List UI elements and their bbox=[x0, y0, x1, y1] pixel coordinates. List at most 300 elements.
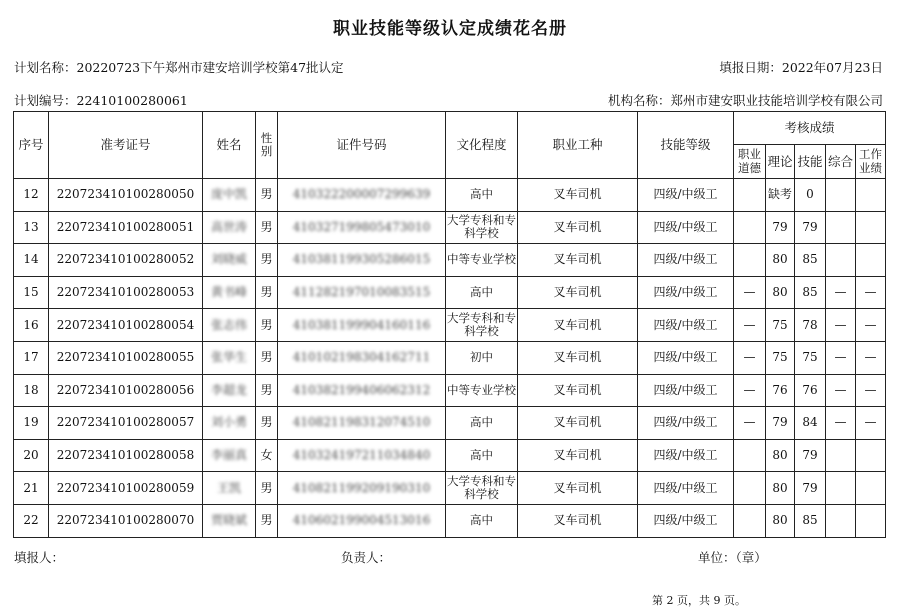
row-skill: 85 bbox=[802, 252, 818, 267]
row-seq: 21 bbox=[23, 480, 39, 495]
table-row bbox=[14, 179, 886, 212]
row-ethics-cell bbox=[734, 341, 766, 374]
row-name-cell bbox=[203, 309, 256, 342]
row-seq: 13 bbox=[23, 219, 39, 234]
row-level-cell bbox=[638, 244, 734, 277]
row-education-cell bbox=[446, 407, 518, 440]
row-name: 黄书峰 bbox=[210, 284, 247, 299]
row-gender-cell bbox=[256, 374, 278, 407]
row-job-cell bbox=[518, 211, 638, 244]
row-seq-cell bbox=[14, 504, 49, 537]
header-seq: 序号 bbox=[14, 112, 49, 179]
row-name: 张志伟 bbox=[210, 317, 247, 332]
row-education: 高中 bbox=[470, 513, 493, 528]
row-exam-no-cell bbox=[49, 244, 203, 277]
row-name-cell bbox=[203, 211, 256, 244]
row-id-no: 410324197211034840 bbox=[292, 447, 431, 462]
row-id-no: 410602199004513016 bbox=[292, 513, 431, 528]
row-job-cell bbox=[518, 374, 638, 407]
page-number: 第 2 页，共 9 页。 bbox=[652, 594, 746, 607]
header-education: 文化程度 bbox=[446, 112, 518, 179]
row-ethics-cell bbox=[734, 309, 766, 342]
row-education-cell bbox=[446, 341, 518, 374]
row-level-cell bbox=[638, 341, 734, 374]
table-row bbox=[14, 472, 886, 505]
row-skill-cell bbox=[795, 276, 826, 309]
row-id-no: 410381199305286015 bbox=[292, 252, 431, 267]
row-skill: 79 bbox=[802, 219, 818, 234]
row-work: — bbox=[864, 284, 877, 299]
row-gender: 男 bbox=[260, 513, 273, 528]
row-skill: 76 bbox=[802, 382, 818, 397]
header-name: 姓名 bbox=[203, 112, 256, 179]
row-work: — bbox=[864, 350, 877, 365]
unit-label: 单位：（章） bbox=[698, 550, 767, 565]
row-gender-cell bbox=[256, 179, 278, 212]
row-seq-cell bbox=[14, 309, 49, 342]
row-exam-no-cell bbox=[49, 504, 203, 537]
row-theory: 缺考 bbox=[767, 187, 792, 202]
row-name-cell bbox=[203, 179, 256, 212]
row-education: 高中 bbox=[470, 187, 493, 202]
row-exam-no: 220723410100280059 bbox=[56, 480, 195, 495]
row-name-cell bbox=[203, 439, 256, 472]
row-exam-no-cell bbox=[49, 276, 203, 309]
header-work: 工作业绩 bbox=[856, 145, 886, 179]
row-theory-cell bbox=[766, 276, 795, 309]
row-gender: 男 bbox=[260, 350, 273, 365]
header-level: 技能等级 bbox=[638, 112, 734, 179]
row-seq-cell bbox=[14, 341, 49, 374]
row-seq: 18 bbox=[23, 382, 39, 397]
row-education-cell bbox=[446, 179, 518, 212]
row-gender-cell bbox=[256, 276, 278, 309]
row-name: 李丽真 bbox=[210, 447, 247, 462]
row-exam-no-cell bbox=[49, 374, 203, 407]
row-theory: 80 bbox=[772, 284, 788, 299]
row-job: 叉车司机 bbox=[553, 252, 602, 267]
row-level-cell bbox=[638, 439, 734, 472]
row-name: 高世涛 bbox=[210, 219, 247, 234]
responsible-label: 负责人： bbox=[341, 550, 392, 565]
row-education: 初中 bbox=[470, 350, 493, 365]
row-work: — bbox=[864, 317, 877, 332]
row-ethics-cell bbox=[734, 472, 766, 505]
row-theory: 80 bbox=[772, 513, 788, 528]
row-skill: 85 bbox=[802, 513, 818, 528]
row-job-cell bbox=[518, 276, 638, 309]
row-ethics: — bbox=[743, 284, 756, 299]
row-gender-cell bbox=[256, 341, 278, 374]
row-name-cell bbox=[203, 504, 256, 537]
row-name-cell bbox=[203, 472, 256, 505]
row-ethics-cell bbox=[734, 276, 766, 309]
row-skill-cell bbox=[795, 309, 826, 342]
row-skill: 79 bbox=[802, 480, 818, 495]
header-ethics: 职业道德 bbox=[734, 145, 766, 179]
row-ethics-cell bbox=[734, 439, 766, 472]
row-id-no-cell bbox=[278, 407, 446, 440]
row-education-cell bbox=[446, 374, 518, 407]
row-exam-no: 220723410100280051 bbox=[56, 219, 195, 234]
row-gender: 男 bbox=[260, 480, 273, 495]
row-theory: 80 bbox=[772, 252, 788, 267]
row-job-cell bbox=[518, 341, 638, 374]
row-id-no: 410821199209190310 bbox=[292, 480, 431, 495]
row-overall-cell bbox=[826, 472, 856, 505]
row-id-no: 411282197010083515 bbox=[292, 284, 431, 299]
row-name-cell bbox=[203, 407, 256, 440]
row-theory: 79 bbox=[772, 219, 788, 234]
row-theory-cell bbox=[766, 504, 795, 537]
row-job: 叉车司机 bbox=[553, 350, 602, 365]
row-seq: 20 bbox=[23, 447, 39, 462]
row-id-no: 410381199904160116 bbox=[292, 317, 431, 332]
row-exam-no: 220723410100280055 bbox=[56, 350, 195, 365]
row-id-no: 410322200007299639 bbox=[292, 187, 431, 202]
row-seq-cell bbox=[14, 179, 49, 212]
row-overall: — bbox=[834, 350, 847, 365]
row-level-cell bbox=[638, 374, 734, 407]
row-job-cell bbox=[518, 472, 638, 505]
row-work-cell bbox=[856, 276, 886, 309]
row-job-cell bbox=[518, 179, 638, 212]
row-gender: 男 bbox=[260, 317, 273, 332]
row-id-no-cell bbox=[278, 309, 446, 342]
header-id-no: 证件号码 bbox=[278, 112, 446, 179]
row-theory-cell bbox=[766, 244, 795, 277]
row-level-cell bbox=[638, 179, 734, 212]
row-job: 叉车司机 bbox=[553, 187, 602, 202]
row-theory: 80 bbox=[772, 447, 788, 462]
row-gender: 男 bbox=[260, 382, 273, 397]
row-overall-cell bbox=[826, 439, 856, 472]
row-name: 李超龙 bbox=[210, 382, 247, 397]
score-roster-table bbox=[13, 111, 886, 538]
row-overall-cell bbox=[826, 341, 856, 374]
row-id-no: 410327199805473010 bbox=[292, 219, 431, 234]
row-name-cell bbox=[203, 341, 256, 374]
table-row bbox=[14, 341, 886, 374]
row-overall-cell bbox=[826, 407, 856, 440]
row-exam-no: 220723410100280070 bbox=[56, 513, 195, 528]
row-seq: 22 bbox=[23, 513, 39, 528]
row-id-no-cell bbox=[278, 439, 446, 472]
row-gender-cell bbox=[256, 504, 278, 537]
row-education: 大学专科和专科学校 bbox=[447, 213, 516, 241]
row-overall-cell bbox=[826, 374, 856, 407]
row-skill-cell bbox=[795, 504, 826, 537]
row-education: 大学专科和专科学校 bbox=[447, 473, 516, 502]
row-skill-cell bbox=[795, 472, 826, 505]
row-level: 四级/中级工 bbox=[653, 187, 718, 202]
row-seq-cell bbox=[14, 211, 49, 244]
row-overall-cell bbox=[826, 504, 856, 537]
row-gender: 男 bbox=[260, 219, 273, 234]
row-theory-cell bbox=[766, 407, 795, 440]
row-name-cell bbox=[203, 276, 256, 309]
row-overall-cell bbox=[826, 276, 856, 309]
header-theory: 理论 bbox=[766, 145, 795, 179]
row-skill: 78 bbox=[802, 317, 818, 332]
row-gender-cell bbox=[256, 244, 278, 277]
row-skill-cell bbox=[795, 341, 826, 374]
row-education: 中等专业学校 bbox=[447, 252, 516, 267]
row-level: 四级/中级工 bbox=[653, 480, 718, 495]
row-skill-cell bbox=[795, 211, 826, 244]
row-education-cell bbox=[446, 504, 518, 537]
row-theory-cell bbox=[766, 179, 795, 212]
row-skill-cell bbox=[795, 374, 826, 407]
row-seq: 17 bbox=[23, 350, 39, 365]
row-gender: 女 bbox=[260, 447, 273, 462]
row-gender-cell bbox=[256, 472, 278, 505]
table-row bbox=[14, 309, 886, 342]
row-exam-no-cell bbox=[49, 309, 203, 342]
header-skill: 技能 bbox=[795, 145, 826, 179]
row-ethics-cell bbox=[734, 179, 766, 212]
row-overall: — bbox=[834, 382, 847, 397]
row-theory-cell bbox=[766, 211, 795, 244]
table-row bbox=[14, 439, 886, 472]
row-seq: 14 bbox=[23, 252, 39, 267]
row-skill-cell bbox=[795, 439, 826, 472]
row-exam-no-cell bbox=[49, 211, 203, 244]
row-work-cell bbox=[856, 309, 886, 342]
row-job-cell bbox=[518, 309, 638, 342]
row-theory: 75 bbox=[772, 317, 788, 332]
row-exam-no: 220723410100280050 bbox=[56, 187, 195, 202]
row-work-cell bbox=[856, 504, 886, 537]
row-id-no: 410382199406062312 bbox=[292, 382, 431, 397]
organization-name: 机构名称：郑州市建安职业技能培训学校有限公司 bbox=[607, 93, 883, 108]
row-theory: 76 bbox=[772, 382, 788, 397]
row-theory-cell bbox=[766, 472, 795, 505]
row-education-cell bbox=[446, 276, 518, 309]
table-row bbox=[14, 211, 886, 244]
row-work-cell bbox=[856, 439, 886, 472]
row-level-cell bbox=[638, 309, 734, 342]
row-job: 叉车司机 bbox=[553, 219, 602, 234]
row-level-cell bbox=[638, 211, 734, 244]
plan-name: 计划名称：20220723下午郑州市建安培训学校第47批认定 bbox=[14, 60, 344, 75]
row-id-no-cell bbox=[278, 179, 446, 212]
row-theory: 75 bbox=[772, 350, 788, 365]
row-education: 高中 bbox=[470, 447, 493, 462]
row-id-no-cell bbox=[278, 341, 446, 374]
row-exam-no-cell bbox=[49, 179, 203, 212]
row-id-no-cell bbox=[278, 374, 446, 407]
row-job: 叉车司机 bbox=[553, 382, 602, 397]
row-job-cell bbox=[518, 244, 638, 277]
row-ethics-cell bbox=[734, 374, 766, 407]
row-work-cell bbox=[856, 244, 886, 277]
row-name: 刘晓威 bbox=[210, 252, 247, 267]
row-level: 四级/中级工 bbox=[653, 219, 718, 234]
row-level: 四级/中级工 bbox=[653, 284, 718, 299]
row-skill: 0 bbox=[806, 187, 814, 202]
row-ethics: — bbox=[743, 415, 756, 430]
table-row bbox=[14, 374, 886, 407]
row-name: 刘小勇 bbox=[210, 415, 247, 430]
row-level-cell bbox=[638, 472, 734, 505]
row-ethics: — bbox=[743, 317, 756, 332]
row-exam-no-cell bbox=[49, 439, 203, 472]
header-gender: 性别 bbox=[256, 112, 278, 179]
row-seq: 16 bbox=[23, 317, 39, 332]
row-overall-cell bbox=[826, 244, 856, 277]
filler-label: 填报人： bbox=[14, 550, 65, 565]
row-level: 四级/中级工 bbox=[653, 447, 718, 462]
plan-number: 计划编号：22410100280061 bbox=[14, 93, 188, 108]
row-gender-cell bbox=[256, 407, 278, 440]
row-work-cell bbox=[856, 407, 886, 440]
header-exam-no: 准考证号 bbox=[49, 112, 203, 179]
row-work-cell bbox=[856, 179, 886, 212]
row-name-cell bbox=[203, 244, 256, 277]
row-seq-cell bbox=[14, 244, 49, 277]
row-skill: 79 bbox=[802, 447, 818, 462]
row-name: 庞中凯 bbox=[210, 187, 247, 202]
row-name: 王凯 bbox=[216, 480, 241, 495]
row-seq-cell bbox=[14, 276, 49, 309]
row-education: 大学专科和专科学校 bbox=[447, 310, 516, 339]
row-overall: — bbox=[834, 317, 847, 332]
row-theory-cell bbox=[766, 439, 795, 472]
row-gender-cell bbox=[256, 309, 278, 342]
row-education-cell bbox=[446, 244, 518, 277]
row-level: 四级/中级工 bbox=[653, 415, 718, 430]
row-seq: 15 bbox=[23, 284, 39, 299]
row-seq-cell bbox=[14, 374, 49, 407]
row-id-no: 410102198304162711 bbox=[292, 350, 431, 365]
header-job: 职业工种 bbox=[518, 112, 638, 179]
row-job: 叉车司机 bbox=[553, 480, 602, 495]
row-level: 四级/中级工 bbox=[653, 252, 718, 267]
row-theory: 79 bbox=[772, 415, 788, 430]
row-overall: — bbox=[834, 284, 847, 299]
row-job-cell bbox=[518, 504, 638, 537]
row-education-cell bbox=[446, 472, 518, 505]
row-exam-no-cell bbox=[49, 407, 203, 440]
row-skill-cell bbox=[795, 179, 826, 212]
row-overall-cell bbox=[826, 309, 856, 342]
row-seq-cell bbox=[14, 472, 49, 505]
row-work: — bbox=[864, 415, 877, 430]
row-exam-no-cell bbox=[49, 472, 203, 505]
row-gender: 男 bbox=[260, 284, 273, 299]
row-id-no-cell bbox=[278, 504, 446, 537]
row-education-cell bbox=[446, 309, 518, 342]
row-overall-cell bbox=[826, 179, 856, 212]
row-job: 叉车司机 bbox=[553, 284, 602, 299]
row-name: 贾晓斌 bbox=[210, 513, 247, 528]
row-seq-cell bbox=[14, 407, 49, 440]
row-overall: — bbox=[834, 415, 847, 430]
row-education: 高中 bbox=[470, 284, 493, 299]
row-education: 高中 bbox=[470, 415, 493, 430]
row-exam-no: 220723410100280058 bbox=[56, 447, 195, 462]
row-gender-cell bbox=[256, 211, 278, 244]
row-level-cell bbox=[638, 504, 734, 537]
row-level: 四级/中级工 bbox=[653, 317, 718, 332]
row-gender: 男 bbox=[260, 252, 273, 267]
row-job: 叉车司机 bbox=[553, 447, 602, 462]
row-exam-no: 220723410100280054 bbox=[56, 317, 195, 332]
row-name: 张华生 bbox=[210, 350, 247, 365]
row-level: 四级/中级工 bbox=[653, 350, 718, 365]
table-row bbox=[14, 276, 886, 309]
row-level: 四级/中级工 bbox=[653, 382, 718, 397]
header-scores: 考核成绩 bbox=[734, 112, 886, 145]
row-education: 中等专业学校 bbox=[447, 382, 516, 397]
row-skill-cell bbox=[795, 244, 826, 277]
header-overall: 综合 bbox=[826, 145, 856, 179]
row-job-cell bbox=[518, 439, 638, 472]
row-skill: 84 bbox=[802, 415, 818, 430]
row-level-cell bbox=[638, 276, 734, 309]
row-work-cell bbox=[856, 472, 886, 505]
row-gender: 男 bbox=[260, 187, 273, 202]
row-exam-no-cell bbox=[49, 341, 203, 374]
row-id-no-cell bbox=[278, 244, 446, 277]
row-job: 叉车司机 bbox=[553, 415, 602, 430]
table-row bbox=[14, 504, 886, 537]
row-exam-no: 220723410100280057 bbox=[56, 415, 195, 430]
row-ethics-cell bbox=[734, 407, 766, 440]
row-level-cell bbox=[638, 407, 734, 440]
row-theory-cell bbox=[766, 341, 795, 374]
row-gender-cell bbox=[256, 439, 278, 472]
row-education-cell bbox=[446, 439, 518, 472]
row-skill: 85 bbox=[802, 284, 818, 299]
row-work-cell bbox=[856, 374, 886, 407]
row-id-no-cell bbox=[278, 472, 446, 505]
row-id-no-cell bbox=[278, 276, 446, 309]
row-exam-no: 220723410100280056 bbox=[56, 382, 195, 397]
row-overall-cell bbox=[826, 211, 856, 244]
row-work-cell bbox=[856, 341, 886, 374]
row-ethics: — bbox=[743, 350, 756, 365]
table-row bbox=[14, 407, 886, 440]
page-title: 职业技能等级认定成绩花名册 bbox=[333, 19, 567, 39]
row-ethics: — bbox=[743, 382, 756, 397]
row-name-cell bbox=[203, 374, 256, 407]
row-education-cell bbox=[446, 211, 518, 244]
row-theory: 80 bbox=[772, 480, 788, 495]
table-row bbox=[14, 244, 886, 277]
row-ethics-cell bbox=[734, 504, 766, 537]
row-skill-cell bbox=[795, 407, 826, 440]
row-gender: 男 bbox=[260, 415, 273, 430]
row-theory-cell bbox=[766, 374, 795, 407]
row-job: 叉车司机 bbox=[553, 513, 602, 528]
row-seq: 19 bbox=[23, 415, 39, 430]
row-skill: 75 bbox=[802, 350, 818, 365]
row-id-no-cell bbox=[278, 211, 446, 244]
row-work: — bbox=[864, 382, 877, 397]
row-job-cell bbox=[518, 407, 638, 440]
report-date: 填报日期：2022年07月23日 bbox=[719, 60, 883, 75]
row-job: 叉车司机 bbox=[553, 317, 602, 332]
row-id-no: 410821198312074510 bbox=[292, 415, 431, 430]
row-ethics-cell bbox=[734, 211, 766, 244]
row-seq: 12 bbox=[23, 187, 39, 202]
row-level: 四级/中级工 bbox=[653, 513, 718, 528]
row-ethics-cell bbox=[734, 244, 766, 277]
row-work-cell bbox=[856, 211, 886, 244]
row-seq-cell bbox=[14, 439, 49, 472]
